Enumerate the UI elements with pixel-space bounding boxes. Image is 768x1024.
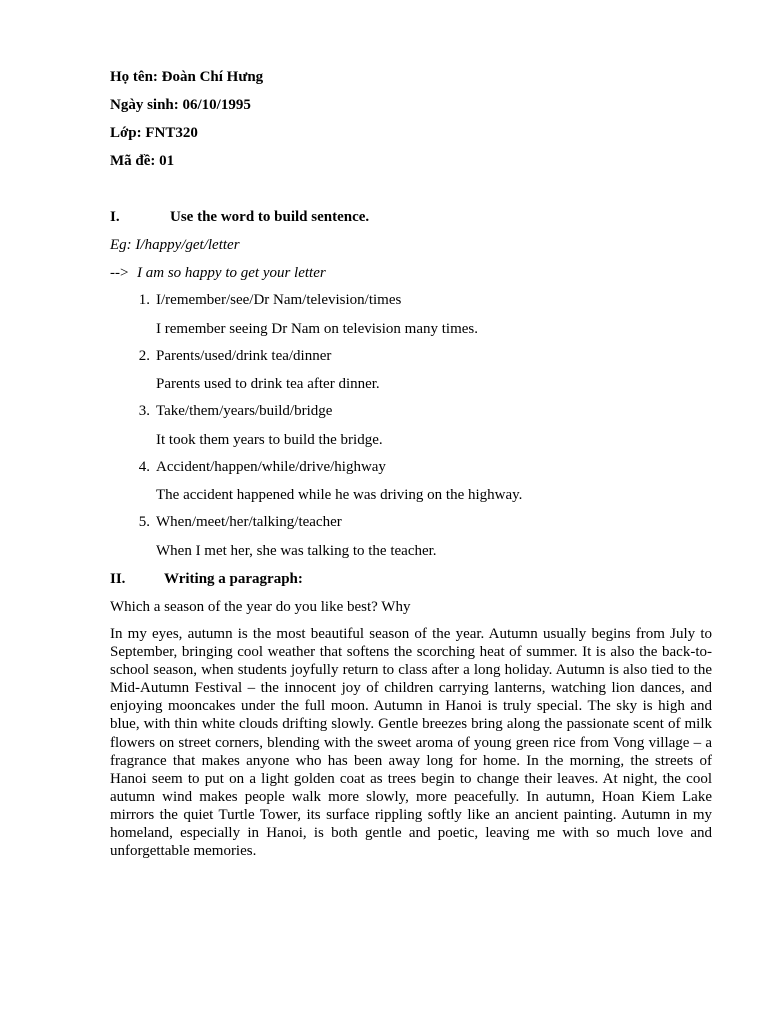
example-answer: I am so happy to get your letter — [137, 265, 326, 281]
list-item — [110, 291, 712, 309]
section-1-number: I. — [110, 209, 120, 225]
item-prompt: Take/them/years/build/bridge — [156, 403, 333, 419]
list-item-answer — [110, 320, 712, 338]
item-answer: When I met her, she was talking to the teacher. — [156, 543, 437, 559]
section-1-title: Use the word to build sentence. — [170, 209, 370, 225]
list-item — [110, 513, 712, 531]
item-prompt: I/remember/see/Dr Nam/television/times — [156, 292, 402, 308]
list-item-answer — [110, 431, 712, 449]
item-prompt: When/meet/her/talking/teacher — [156, 514, 342, 530]
item-prompt: Parents/used/drink tea/dinner — [156, 348, 332, 364]
student-class: Lớp: FNT320 — [110, 125, 198, 141]
student-name: Họ tên: Đoàn Chí Hưng — [110, 69, 264, 85]
list-item-answer — [110, 375, 712, 393]
item-number: 3. — [138, 403, 150, 419]
item-number: 1. — [138, 292, 150, 308]
section-2-number: II. — [110, 571, 126, 587]
item-prompt: Accident/happen/while/drive/highway — [156, 459, 386, 475]
item-answer: It took them years to build the bridge. — [156, 432, 383, 448]
list-item — [110, 347, 712, 365]
item-number: 5. — [138, 514, 150, 530]
student-dob: Ngày sinh: 06/10/1995 — [110, 97, 251, 113]
list-item — [110, 458, 712, 476]
list-item — [110, 402, 712, 420]
writing-question: Which a season of the year do you like best? Why — [110, 599, 411, 615]
section-1-heading — [110, 208, 712, 226]
item-number: 2. — [138, 348, 150, 364]
exam-code: Mã đề: 01 — [110, 153, 175, 169]
example-prompt: Eg: I/happy/get/letter — [110, 237, 240, 253]
section-2-heading — [110, 570, 712, 588]
item-number: 4. — [138, 459, 150, 475]
item-answer: The accident happened while he was driving on the highway. — [156, 487, 523, 503]
item-answer: I remember seeing Dr Nam on television many times. — [156, 321, 478, 337]
list-item-answer — [110, 486, 712, 504]
essay-paragraph: In my eyes, autumn is the most beautiful season of the year. Autumn usually begins from July to September, bringing cool weather that softens the scorching heat of summer. It is also the back-to-school season, when students joyfully return to class after a long holiday. Autumn is also tied to the Mid-Autumn Festival – the innocent joy of children carrying lanterns, watching lion dances, and enjoying mooncakes under the full moon. Autumn in Hanoi is truly special. The sky is high and blue, with thin white clouds drifting slowly. Gentle breezes bring along the passionate scent of milk flowers on street corners, blending with the sweet aroma of young green rice from Vong village – a fragrance that makes anyone who has been away long for home. In the morning, the streets of Hanoi seem to put on a light golden coat as trees begin to change their leaves. At night, the cool autumn wind makes people walk more slowly, more peacefully. In autumn, Hoan Kiem Lake mirrors the quiet Turtle Tower, its surface rippling softly like an ancient painting. Autumn in my homeland, especially in Hanoi, is both gentle and poetic, leaving me with so much love and unforgettable memories. — [110, 626, 712, 860]
list-item-answer — [110, 542, 712, 560]
section-2-title: Writing a paragraph: — [164, 571, 303, 587]
example-answer-line — [110, 264, 712, 282]
item-answer: Parents used to drink tea after dinner. — [156, 376, 380, 392]
example-arrow: --> — [110, 265, 129, 281]
